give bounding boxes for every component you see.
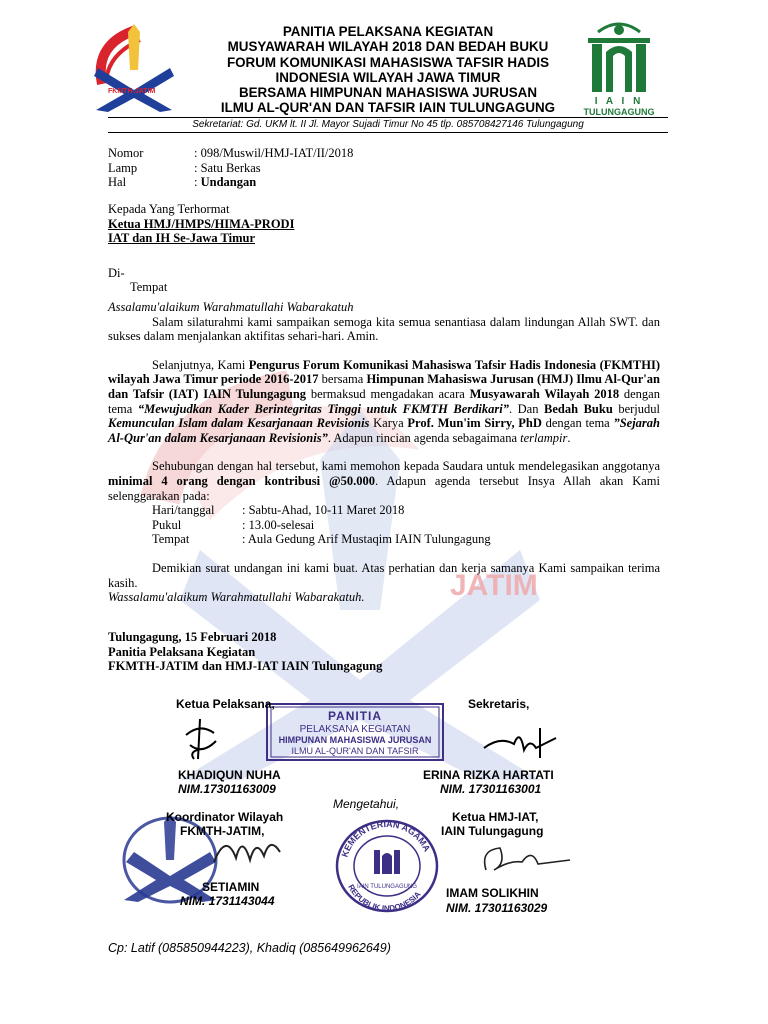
stamp-line: PANITIA	[327, 709, 383, 723]
letter-body	[108, 300, 660, 605]
recipient-di: Di-	[108, 265, 125, 280]
sekretaris-title: Sekretaris,	[468, 697, 530, 711]
sekretaris-name: ERINA RIZKA HARTATI	[423, 768, 554, 782]
contact-persons: Cp: Latif (085850944223), Khadiq (085649962649)	[108, 941, 391, 955]
right-logo-text-top: I A I N	[594, 96, 644, 107]
ketua-signature	[180, 715, 220, 765]
organizers: FKMTH-JATIM dan HMJ-IAT IAIN Tulungagung	[108, 659, 383, 674]
hmj-org: IAIN Tulungagung	[441, 824, 544, 838]
sekretaris-nim: NIM. 17301163001	[440, 782, 542, 796]
recipient-line: Kepada Yang Terhormat	[108, 202, 230, 216]
stamp-line: PELAKSANA KEGIATAN	[299, 724, 411, 735]
committee-stamp	[266, 703, 444, 761]
hmj-title: Ketua HMJ-IAT,	[452, 810, 539, 824]
sekretaris-signature	[480, 724, 560, 760]
paragraph-event: Selanjutnya, Kami Pengurus Forum Komunikasi Mahasiswa Tafsir Hadis Indonesia (FKMTHI) wilayah Jawa Timur periode 2016-2017 bersama Himpunan Mahasiswa Jurusan (HMJ) Ilmu Al-Qur'an dan Tafsir (IAT) IAIN Tulungagung bermaksud mengadakan acara Musyawarah Wilayah 2018 dengan tema “Mewujudkan Kader Berintegritas Tinggi untuk FKMTH Berdikari”. Dan Bedah Buku berjudul Kemunculan Islam dalam Kesarjanaan Revisionis Karya Prof. Mun'im Sirry, PhD dengan tema ”Sejarah Al-Qur'an dalam Kesarjanaan Revisionis”. Adapun rincian agenda sebagaimana terlampir.	[108, 357, 660, 445]
paragraph-request: Sehubungan dengan hal tersebut, kami memohon kepada Saudara untuk mendelegasikan anggotanya minimal 4 orang dengan kontribusi @50.000. Adapun agenda tersebut Insya Allah akan Kami selenggarakan pada:	[108, 459, 660, 503]
ketua-name: KHADIQUN NUHA	[178, 768, 281, 782]
watermark-text: JATIM	[450, 569, 538, 602]
koordinator-org: FKMTH-JATIM,	[180, 824, 265, 838]
letterhead-line: FORUM KOMUNIKASI MAHASISWA TAFSIR HADIS	[226, 54, 550, 70]
letterhead-line: MUSYAWARAH WILAYAH 2018 DAN BEDAH BUKU	[227, 39, 549, 55]
nomor-label: Nomor	[108, 146, 144, 160]
recipient-line: IAT dan IH Se-Jawa Timur	[108, 231, 256, 245]
fkmth-jatim-logo	[88, 24, 178, 116]
nomor-value: : 098/Muswil/HMJ-IAT/II/2018	[194, 146, 354, 160]
salam-closing: Wassalamu'alaikum Warahmatullahi Wabarakatuh.	[108, 590, 365, 605]
committee-name: Panitia Pelaksana Kegiatan	[108, 644, 256, 659]
koordinator-nim: NIM. 1731143044	[180, 894, 275, 908]
agenda-row: Tempat : Aula Gedung Arif Mustaqim IAIN Tulungagung	[152, 532, 491, 547]
meta-hal	[108, 175, 353, 190]
recipient-tempat: Tempat	[130, 280, 168, 294]
left-logo-text: FKMTH-JATIM	[108, 88, 156, 95]
letterhead-line: INDONESIA WILAYAH JAWA TIMUR	[275, 69, 501, 85]
right-logo-text-bottom: TULUNGAGUNG	[583, 107, 655, 117]
hal-value: Undangan	[200, 175, 257, 189]
recipient-line: Ketua HMJ/HMPS/HIMA-PRODI	[108, 216, 295, 231]
koordinator-title: Koordinator Wilayah	[166, 810, 284, 824]
stamp-ring-top: KEMENTERIAN AGAMA	[339, 818, 433, 859]
recipient-block	[108, 202, 294, 295]
letterhead-line: ILMU AL-QUR'AN DAN TAFSIR IAIN TULUNGAGUNG	[220, 100, 556, 116]
lamp-value: : Satu Berkas	[194, 160, 261, 175]
meta-lamp	[108, 161, 353, 176]
kemenag-stamp	[334, 818, 440, 914]
hmj-name: IMAM SOLIKHIN	[446, 886, 539, 900]
hmj-signature	[476, 840, 576, 880]
letter-meta	[108, 146, 353, 190]
salam-opening: Assalamu'alaikum Warahmatullahi Wabarakatuh	[108, 300, 354, 314]
hal-label: Hal	[108, 175, 127, 189]
ketua-nim: NIM.17301163009	[178, 782, 276, 796]
agenda-row: Pukul : 13.00-selesai	[152, 517, 315, 532]
koordinator-name: SETIAMIN	[202, 880, 260, 894]
mengetahui: Mengetahui,	[333, 797, 400, 811]
meta-nomor	[108, 146, 353, 161]
svg-text:KEMENTERIAN AGAMA	[340, 819, 433, 859]
place-date: Tulungagung, 15 Februari 2018	[108, 630, 277, 644]
hmj-nim: NIM. 17301163029	[446, 901, 548, 915]
stamp-inner-text: IAIN TULUNGAGUNG	[357, 884, 417, 890]
stamp-line: HIMPUNAN MAHASISWA JURUSAN	[278, 735, 432, 745]
stamp-ring-bottom: REPUBLIK INDONESIA	[346, 882, 423, 914]
paragraph-closing: Demikian surat undangan ini kami buat. Atas perhatian dan kerja samanya Kami sampaikan terima kasih.	[108, 560, 660, 590]
signature-heading	[108, 630, 382, 674]
lamp-label: Lamp	[108, 160, 138, 175]
hal-colon: :	[194, 175, 201, 189]
paragraph-greeting: Salam silaturahmi kami sampaikan semoga kita semua senantiasa dalam lindungan Allah SWT. dan sukses dalam menjalankan aktifitas sehari-hari. Amin.	[108, 314, 660, 344]
letterhead-title	[178, 24, 598, 116]
letterhead-line: BERSAMA HIMPUNAN MAHASISWA JURUSAN	[238, 85, 538, 101]
ketua-title: Ketua Pelaksana,	[176, 697, 275, 711]
letterhead-line: PANITIA PELAKSANA KEGIATAN	[282, 24, 494, 39]
secretariat-address: Sekretariat: Gd. UKM lt. II Jl. Mayor Sujadi Timur No 45 tlp. 085708427146 Tulungagung	[108, 117, 668, 133]
agenda-list	[152, 503, 660, 547]
stamp-line: ILMU AL-QUR'AN DAN TAFSIR	[291, 746, 419, 756]
agenda-row: Hari/tanggal : Sabtu-Ahad, 10-11 Maret 2018	[152, 503, 405, 518]
